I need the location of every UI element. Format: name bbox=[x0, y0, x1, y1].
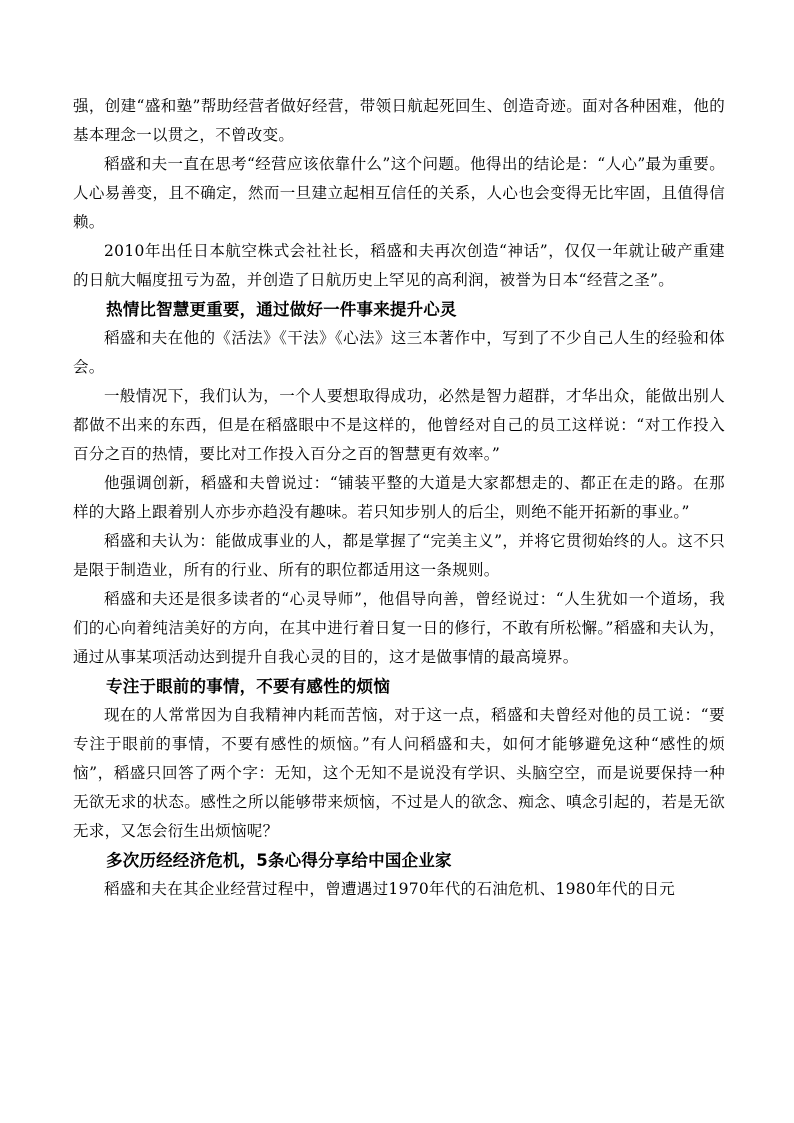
paragraph: 稻盛和夫还是很多读者的“心灵导师”，他倡导向善，曾经说过：“人生犹如一个道场，我们的心向着纯洁美好的方向，在其中进行着日复一日的修行，不敢有所松懈。”稻盛和夫认为，通过从事某项活动达到提升自我心灵的目的，这才是做事情的最高境界。 bbox=[73, 590, 725, 666]
section-heading: 专注于眼前的事情，不要有感性的烦恼 bbox=[106, 677, 390, 696]
section-heading: 多次历经经济危机，5条心得分享给中国企业家 bbox=[106, 851, 452, 870]
paragraph: 一般情况下，我们认为，一个人要想取得成功，必然是智力超群，才华出众，能做出别人都做不出来的东西，但是在稻盛眼中不是这样的，他曾经对自己的员工这样说：“对工作投入百分之百的热情，要比对工作投入百分之百的智慧更有效率。” bbox=[73, 387, 725, 463]
paragraph: 稻盛和夫认为：能做成事业的人，都是掌握了“完美主义”，并将它贯彻始终的人。这不只是限于制造业，所有的行业、所有的职位都适用这一条规则。 bbox=[73, 532, 725, 579]
paragraph: 现在的人常常因为自我精神内耗而苦恼，对于这一点，稻盛和夫曾经对他的员工说：“要专注于眼前的事情，不要有感性的烦恼。”有人问稻盛和夫，如何才能够避免这种“感性的烦恼”，稻盛只回答了两个字：无知，这个无知不是说没有学识、头脑空空，而是说要保持一种无欲无求的状态。感性之所以能够带来烦恼，不过是人的欲念、痴念、嗔念引起的，若是无欲无求，又怎会衍生出烦恼呢？ bbox=[73, 706, 725, 840]
paragraph: 他强调创新，稻盛和夫曾说过：“铺装平整的大道是大家都想走的、都正在走的路。在那样的大路上跟着别人亦步亦趋没有趣味。若只知步别人的后尘，则绝不能开拓新的事业。” bbox=[73, 474, 725, 521]
paragraph: 稻盛和夫一直在思考“经营应该依靠什么”这个问题。他得出的结论是：“人心”最为重要。人心易善变，且不确定，然而一旦建立起相互信任的关系，人心也会变得无比牢固，且值得信赖。 bbox=[73, 155, 725, 231]
paragraph: 稻盛和夫在其企业经营过程中，曾遭遇过1970年代的石油危机、1980年代的日元 bbox=[104, 880, 676, 898]
section-heading: 热情比智慧更重要，通过做好一件事来提升心灵 bbox=[106, 300, 457, 319]
paragraph: 2010年出任日本航空株式会社社长，稻盛和夫再次创造“神话”，仅仅一年就让破产重建的日航大幅度扭亏为盈，并创造了日航历史上罕见的高利润，被誉为日本“经营之圣”。 bbox=[73, 242, 725, 289]
article-body bbox=[73, 92, 725, 904]
paragraph: 稻盛和夫在他的《活法》《干法》《心法》这三本著作中，写到了不少自己人生的经验和体会。 bbox=[73, 329, 725, 376]
paragraph: 强，创建“盛和塾”帮助经营者做好经营，带领日航起死回生、创造奇迹。面对各种困难，他的基本理念一以贯之，不曾改变。 bbox=[73, 97, 725, 144]
